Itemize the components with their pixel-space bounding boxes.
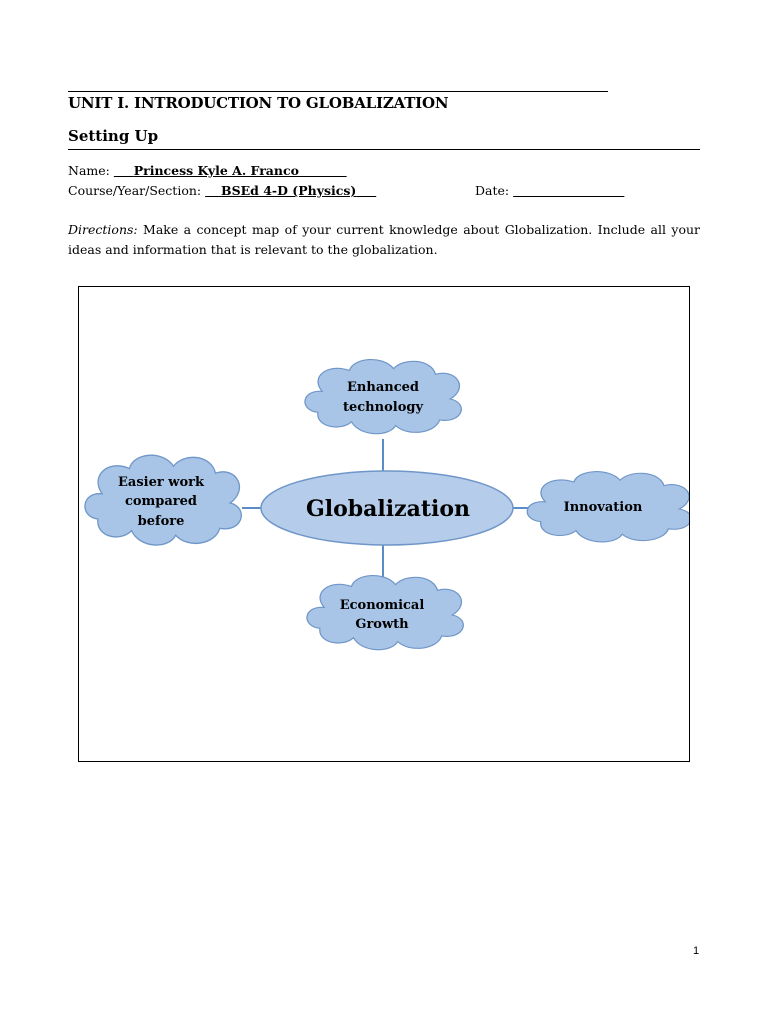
course-line bbox=[68, 183, 376, 198]
cloud-bottom-line-2: Growth bbox=[355, 617, 409, 632]
name-label: Name: bbox=[68, 163, 110, 178]
course-value-field bbox=[205, 183, 376, 198]
cloud-left-line-3: before bbox=[137, 514, 185, 529]
cloud-innovation bbox=[527, 472, 689, 542]
directions bbox=[68, 220, 700, 260]
date-label: Date: bbox=[475, 183, 510, 198]
concept-map-box bbox=[78, 286, 690, 762]
cloud-left-line-1: Easier work bbox=[118, 475, 204, 490]
center-node-globalization bbox=[261, 471, 513, 545]
course-label: Course/Year/Section: bbox=[68, 183, 202, 198]
course-value: BSEd 4-D (Physics) bbox=[221, 183, 357, 198]
cloud-right-label: Innovation bbox=[563, 500, 643, 515]
name-line bbox=[68, 163, 347, 178]
section-title: Setting Up bbox=[68, 127, 159, 145]
name-value-field bbox=[114, 163, 347, 178]
cloud-easier-work bbox=[85, 455, 241, 545]
unit-title: UNIT I. INTRODUCTION TO GLOBALIZATION bbox=[68, 94, 449, 112]
directions-text: Make a concept map of your current knowledge about Globalization. Include all your ideas and information that is relevant to the globalization. bbox=[68, 222, 700, 257]
page-number: 1 bbox=[693, 945, 700, 957]
date-blank bbox=[513, 183, 624, 198]
center-label: Globalization bbox=[305, 496, 471, 522]
directions-label: Directions: bbox=[68, 222, 138, 237]
section-rule bbox=[68, 149, 700, 150]
cloud-bottom-line-1: Economical bbox=[339, 598, 425, 613]
cloud-left-line-2: compared bbox=[124, 494, 198, 509]
date-line bbox=[475, 183, 624, 198]
name-value: Princess Kyle A. Franco bbox=[133, 163, 299, 178]
cloud-enhanced-technology bbox=[305, 360, 461, 434]
cloud-top-line-2: technology bbox=[342, 400, 424, 415]
cloud-top-line-1: Enhanced bbox=[347, 380, 419, 395]
cloud-economical-growth bbox=[307, 576, 463, 650]
concept-map bbox=[79, 287, 689, 761]
top-rule bbox=[68, 91, 608, 92]
